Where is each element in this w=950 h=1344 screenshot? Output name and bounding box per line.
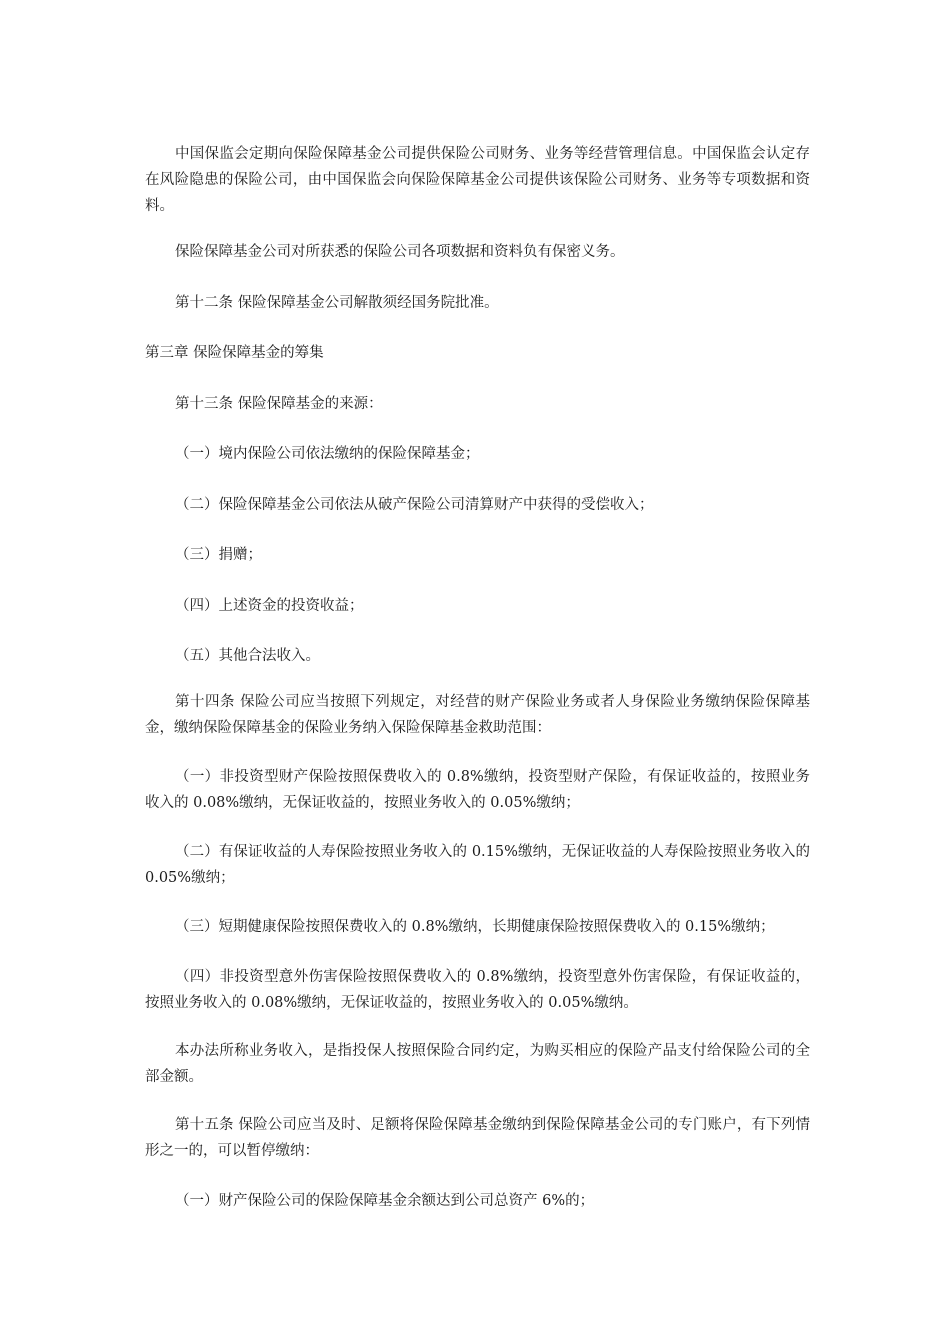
paragraph: 本办法所称业务收入，是指投保人按照保险合同约定，为购买相应的保险产品支付给保险公司的全部金额。 xyxy=(145,1043,810,1085)
list-item: （一）境内保险公司依法缴纳的保险保障基金； xyxy=(175,446,480,462)
article-heading: 第十五条 保险公司应当及时、足额将保险保障基金缴纳到保险保障基金公司的专门账户，有下列情形之一的，可以暂停缴纳： xyxy=(145,1117,810,1159)
list-item: （三）短期健康保险按照保费收入的 0.8%缴纳，长期健康保险按照保费收入的 0.15%缴纳； xyxy=(175,919,775,935)
list-item: （二）有保证收益的人寿保险按照业务收入的 0.15%缴纳，无保证收益的人寿保险按照业务收入的 0.05%缴纳； xyxy=(145,844,810,886)
list-item: （四）非投资型意外伤害保险按照保费收入的 0.8%缴纳，投资型意外伤害保险，有保证收益的，按照业务收入的 0.08%缴纳，无保证收益的，按照业务收入的 0.05%缴纳。 xyxy=(145,969,810,1011)
paragraph: 第十四条 保险公司应当按照下列规定，对经营的财产保险业务或者人身保险业务缴纳保险保障基金，缴纳保险保障基金的保险业务纳入保险保障基金救助范围： xyxy=(145,694,810,736)
list-item: （三）捐赠； xyxy=(175,547,262,563)
chapter-heading: 第三章 保险保障基金的筹集 xyxy=(145,345,324,361)
article-heading: 第十二条 保险保障基金公司解散须经国务院批准。 xyxy=(175,295,499,311)
list-item: （二）保险保障基金公司依法从破产保险公司清算财产中获得的受偿收入； xyxy=(175,497,654,513)
list-item: （五）其他合法收入。 xyxy=(175,648,320,664)
list-item: （四）上述资金的投资收益； xyxy=(175,598,364,614)
list-item: （一）非投资型财产保险按照保费收入的 0.8%缴纳，投资型财产保险，有保证收益的，按照业务收入的 0.08%缴纳，无保证收益的，按照业务收入的 0.05%缴纳； xyxy=(145,769,810,811)
article-heading: 第十三条 保险保障基金的来源： xyxy=(175,396,383,412)
paragraph: 保险保障基金公司对所获悉的保险公司各项数据和资料负有保密义务。 xyxy=(175,244,625,260)
list-item: （一）财产保险公司的保险保障基金余额达到公司总资产 6%的； xyxy=(175,1193,595,1209)
paragraph: 中国保监会定期向保险保障基金公司提供保险公司财务、业务等经营管理信息。中国保监会认定存在风险隐患的保险公司，由中国保监会向保险保障基金公司提供该保险公司财务、业务等专项数据和资料。 xyxy=(145,146,810,214)
